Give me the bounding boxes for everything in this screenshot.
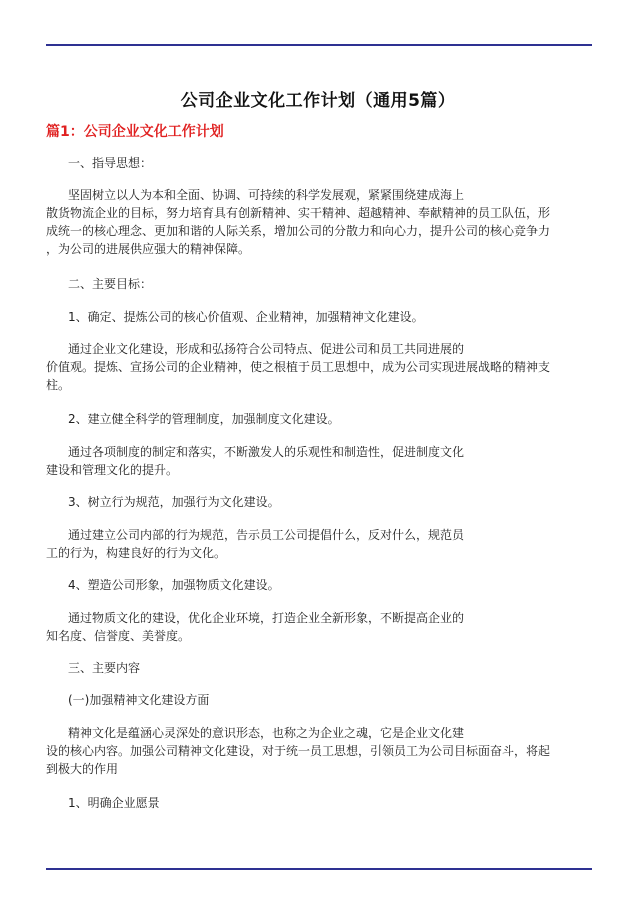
- paragraph-content-heading: [46, 659, 592, 677]
- text-line: 工的行为，构建良好的行为文化。: [46, 546, 227, 560]
- text-line: 2、建立健全科学的管理制度，加强制度文化建设。: [68, 412, 340, 426]
- text-line: ，为公司的进展供应强大的精神保障。: [46, 242, 251, 256]
- text-line: 精神文化是蕴涵心灵深处的意识形态，也称之为企业之魂，它是企业文化建: [68, 726, 465, 740]
- text-line: 成统一的核心理念、更加和谐的人际关系，增加公司的分散力和向心力，提升公司的核心竞争力: [46, 224, 551, 238]
- text-line: 3、树立行为规范，加强行为文化建设。: [68, 495, 280, 509]
- text-line: 设的核心内容。加强公司精神文化建设，对于统一员工思想，引领员工为公司目标面奋斗，将起: [46, 744, 551, 758]
- text-line: 通过建立公司内部的行为规范，告示员工公司提倡什么，反对什么，规范员: [68, 528, 465, 542]
- paragraph-vision: [46, 794, 592, 812]
- document-title: 公司企业文化工作计划（通用5篇）: [180, 91, 456, 111]
- text-line: 通过各项制度的制定和落实，不断激发人的乐观性和制造性，促进制度文化: [68, 445, 465, 459]
- text-line: 通过企业文化建设，形成和弘扬符合公司特点、促进公司和员工共同进展的: [68, 342, 465, 356]
- text-line: 4、塑造公司形象，加强物质文化建设。: [68, 578, 280, 592]
- text-line: 建设和管理文化的提升。: [46, 463, 179, 477]
- paragraph-goal-3-body: [46, 526, 592, 562]
- text-line: (一)加强精神文化建设方面: [68, 693, 210, 707]
- text-line: 1、明确企业愿景: [68, 796, 160, 810]
- paragraph-goal-4: [46, 576, 592, 594]
- paragraph-goal-3: [46, 493, 592, 511]
- paragraph-guiding-body: [46, 186, 592, 258]
- paragraph-goal-1-body: [46, 340, 592, 394]
- paragraph-content-sub-1-body: [46, 724, 592, 778]
- text-line: 通过物质文化的建设，优化企业环境，打造企业全新形象，不断提高企业的: [68, 611, 465, 625]
- text-line: 1、确定、提炼公司的核心价值观、企业精神，加强精神文化建设。: [68, 310, 424, 324]
- text-line: 二、主要目标：: [68, 277, 153, 291]
- text-line: 柱。: [46, 378, 71, 392]
- text-line: 一、指导思想：: [68, 156, 153, 170]
- paragraph-guiding-heading: [46, 154, 592, 172]
- text-line: 到极大的作用: [46, 762, 119, 776]
- paragraph-content-sub-1: [46, 691, 592, 709]
- text-line: 价值观。提炼、宣扬公司的企业精神，使之根植于员工思想中，成为公司实现进展战略的精神支: [46, 360, 551, 374]
- text-line: 坚固树立以人为本和全面、协调、可持续的科学发展观，紧紧围绕建成海上: [68, 188, 465, 202]
- paragraph-goal-2-body: [46, 443, 592, 479]
- paragraph-goal-4-body: [46, 609, 592, 645]
- paragraph-goal-2: [46, 410, 592, 428]
- top-rule: [46, 44, 592, 46]
- bottom-rule: [46, 868, 592, 870]
- text-line: 三、主要内容: [68, 661, 141, 675]
- paragraph-goal-1: [46, 308, 592, 326]
- text-line: 知名度、信誉度、美誉度。: [46, 629, 191, 643]
- section-heading: 篇1：公司企业文化工作计划: [46, 124, 224, 140]
- paragraph-goals-heading: [46, 275, 592, 293]
- text-line: 散货物流企业的目标，努力培育具有创新精神、实干精神、超越精神、奉献精神的员工队伍，形: [46, 206, 551, 220]
